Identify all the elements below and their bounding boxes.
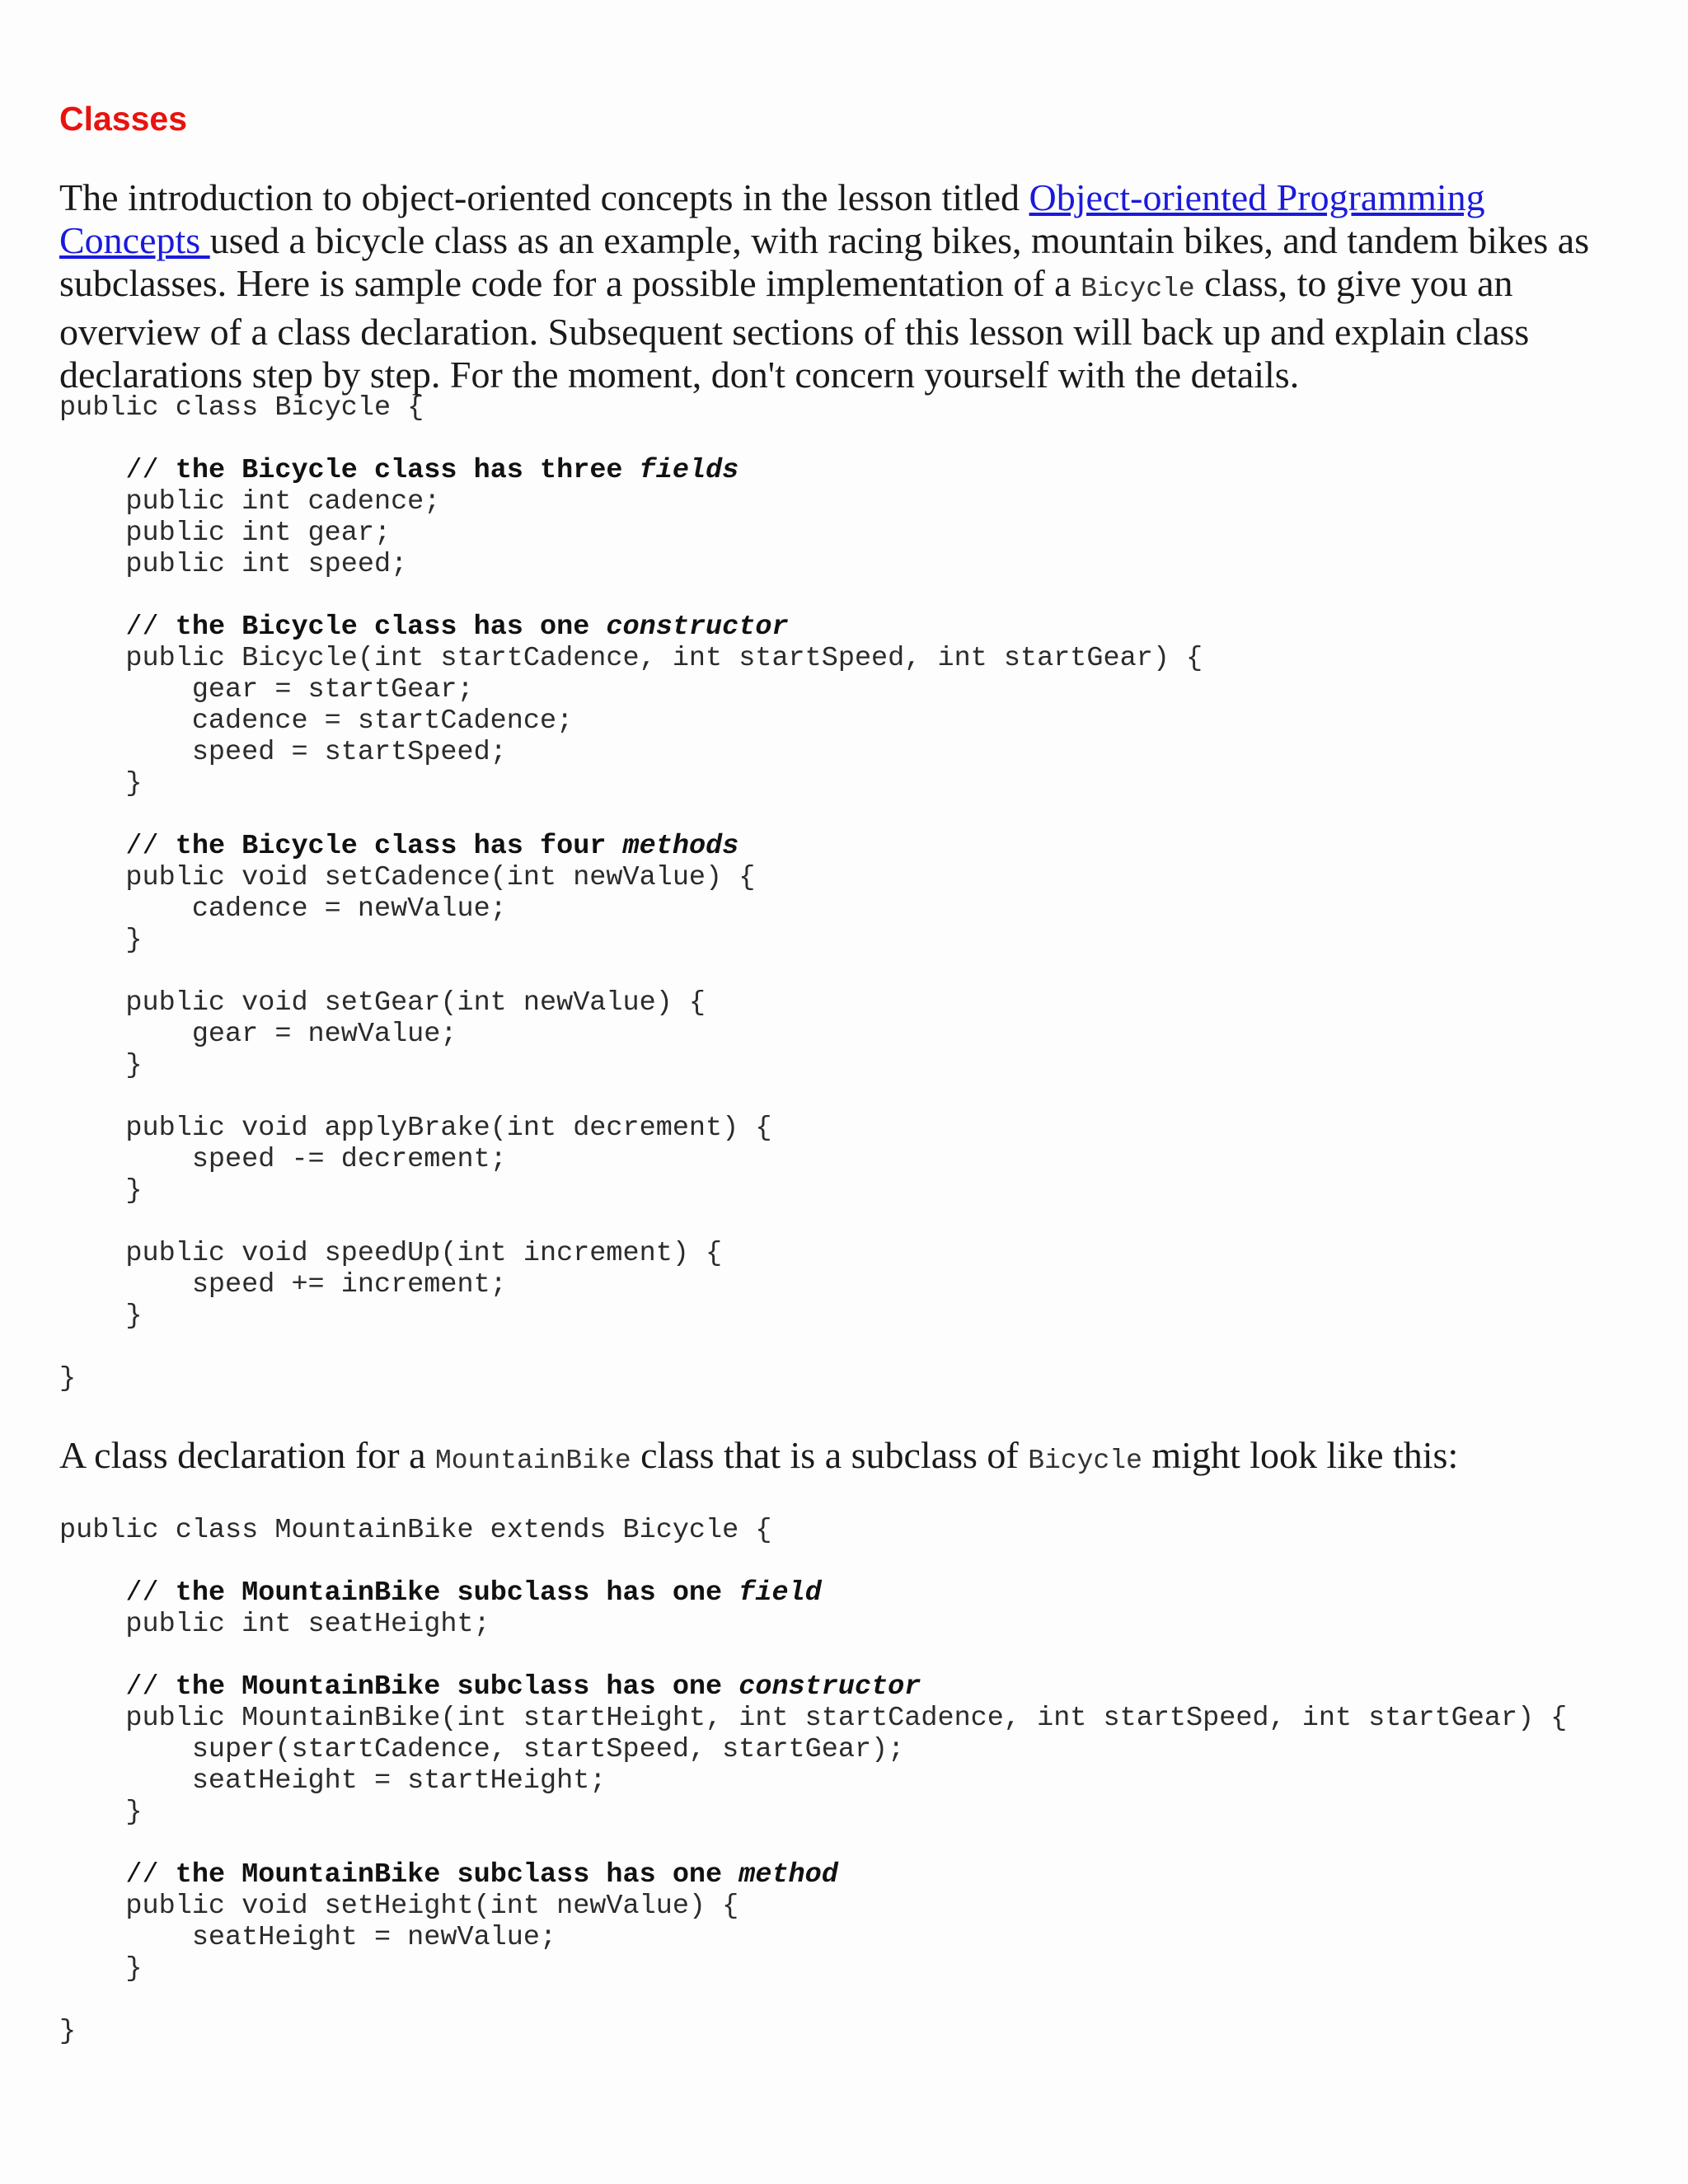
intro-text-start: The introduction to object-oriented concepts in the lesson titled	[59, 176, 1029, 218]
bicycle-code-block	[59, 392, 1203, 1394]
code-line: speed = startSpeed;	[59, 737, 507, 768]
code-line: public void setGear(int newValue) {	[59, 987, 706, 1019]
code-line: cadence = newValue;	[59, 893, 507, 925]
code-line: }	[59, 2016, 77, 2047]
intro-paragraph	[59, 176, 1634, 396]
subclass-text-end: might look like this:	[1142, 1434, 1459, 1476]
code-line: speed -= decrement;	[59, 1144, 507, 1175]
subclass-text-middle: class that is a subclass of	[631, 1434, 1029, 1476]
code-line: }	[59, 1953, 143, 1985]
code-line: seatHeight = newValue;	[59, 1922, 557, 1953]
code-line: public int gear;	[59, 518, 392, 549]
mountainbike-code-block	[59, 1515, 1567, 2047]
code-line: public Bicycle(int startCadence, int startSpeed, int startGear) {	[59, 643, 1203, 674]
code-line: public class MountainBike extends Bicycle {	[59, 1515, 772, 1546]
code-line: }	[59, 1175, 143, 1207]
code-line: gear = startGear;	[59, 674, 474, 705]
code-comment: // the Bicycle class has one constructor	[59, 612, 789, 643]
inline-code-mountainbike: MountainBike	[434, 1446, 631, 1476]
subclass-text-start: A class declaration for a	[59, 1434, 435, 1476]
code-comment: // the MountainBike subclass has one field	[59, 1577, 822, 1609]
code-comment: // the MountainBike subclass has one method	[59, 1859, 838, 1891]
page-title: Classes	[59, 100, 188, 138]
code-line: public MountainBike(int startHeight, int startCadence, int startSpeed, int startGear) {	[59, 1703, 1568, 1734]
code-line: }	[59, 1301, 143, 1332]
inline-code-bicycle: Bicycle	[1028, 1446, 1142, 1476]
code-line: }	[59, 925, 143, 956]
code-line: }	[59, 1797, 143, 1828]
code-comment: // the Bicycle class has four methods	[59, 831, 739, 862]
code-line: seatHeight = startHeight;	[59, 1765, 607, 1797]
code-line: }	[59, 1050, 143, 1081]
intro-text-end: class, to give you an overview of a class declaration. Subsequent sections of this lesson will back up and explain class declarations step by step. For the moment, don't concern yourself with the details.	[59, 262, 1530, 396]
code-line: public int cadence;	[59, 486, 441, 518]
code-line: public class Bicycle {	[59, 392, 424, 424]
code-line: public void applyBrake(int decrement) {	[59, 1113, 772, 1144]
code-line: public void setHeight(int newValue) {	[59, 1891, 739, 1922]
code-line: }	[59, 768, 143, 799]
inline-code-bicycle: Bicycle	[1081, 274, 1195, 304]
code-line: speed += increment;	[59, 1269, 507, 1301]
subclass-paragraph	[59, 1434, 1458, 1483]
code-comment: // the MountainBike subclass has one constructor	[59, 1671, 921, 1703]
code-line: public void speedUp(int increment) {	[59, 1238, 723, 1269]
code-line: super(startCadence, startSpeed, startGear);	[59, 1734, 905, 1765]
code-comment: // the Bicycle class has three fields	[59, 455, 739, 486]
code-line: public int speed;	[59, 549, 408, 580]
code-line: gear = newValue;	[59, 1019, 457, 1050]
code-line: cadence = startCadence;	[59, 705, 574, 737]
code-line: public void setCadence(int newValue) {	[59, 862, 756, 893]
oop-concepts-link[interactable]: Object-oriented Programming Concepts	[59, 176, 1485, 261]
code-line: public int seatHeight;	[59, 1609, 490, 1640]
intro-text-middle: used a bicycle class as an example, with racing bikes, mountain bikes, and tandem bikes as subclasses. Here is sample code for a possible implementation of a	[59, 219, 1590, 304]
code-line: }	[59, 1363, 77, 1394]
